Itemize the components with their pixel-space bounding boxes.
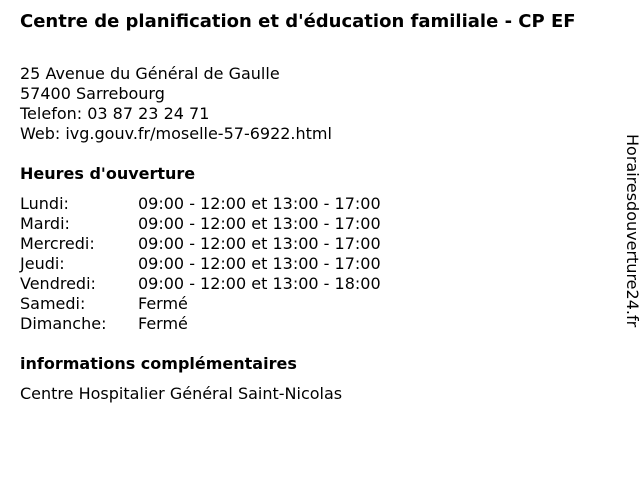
hours-row xyxy=(20,194,381,214)
phone-number: Telefon: 03 87 23 24 71 xyxy=(20,104,210,123)
hours-heading: Heures d'ouverture xyxy=(20,164,196,183)
site-watermark: Horairesdouverture24.fr xyxy=(623,134,642,328)
hours-time: 09:00 - 12:00 et 13:00 - 17:00 xyxy=(138,254,381,273)
hours-row xyxy=(20,214,381,234)
opening-hours-table xyxy=(20,194,381,334)
hours-day: Mardi: xyxy=(20,214,70,233)
hours-time: 09:00 - 12:00 et 13:00 - 17:00 xyxy=(138,194,381,213)
hours-row xyxy=(20,254,381,274)
website-link[interactable]: Web: ivg.gouv.fr/moselle-57-6922.html xyxy=(20,124,332,143)
hours-day: Mercredi: xyxy=(20,234,95,253)
hours-day: Lundi: xyxy=(20,194,69,213)
hours-day: Samedi: xyxy=(20,294,86,313)
hours-row xyxy=(20,234,381,254)
address-street: 25 Avenue du Général de Gaulle xyxy=(20,64,280,83)
info-heading: informations complémentaires xyxy=(20,354,297,373)
hours-time: 09:00 - 12:00 et 13:00 - 17:00 xyxy=(138,234,381,253)
info-text: Centre Hospitalier Général Saint-Nicolas xyxy=(20,384,343,403)
hours-row xyxy=(20,274,381,294)
hours-time: 09:00 - 12:00 et 13:00 - 18:00 xyxy=(138,274,381,293)
hours-row xyxy=(20,314,381,334)
address-city: 57400 Sarrebourg xyxy=(20,84,165,103)
hours-time: Fermé xyxy=(138,314,188,333)
hours-time: 09:00 - 12:00 et 13:00 - 17:00 xyxy=(138,214,381,233)
address-block xyxy=(20,64,332,144)
hours-day: Vendredi: xyxy=(20,274,96,293)
hours-row xyxy=(20,294,381,314)
hours-day: Jeudi: xyxy=(20,254,65,273)
hours-day: Dimanche: xyxy=(20,314,107,333)
hours-time: Fermé xyxy=(138,294,188,313)
page-title: Centre de planification et d'éducation familiale - CP EF xyxy=(20,11,576,32)
